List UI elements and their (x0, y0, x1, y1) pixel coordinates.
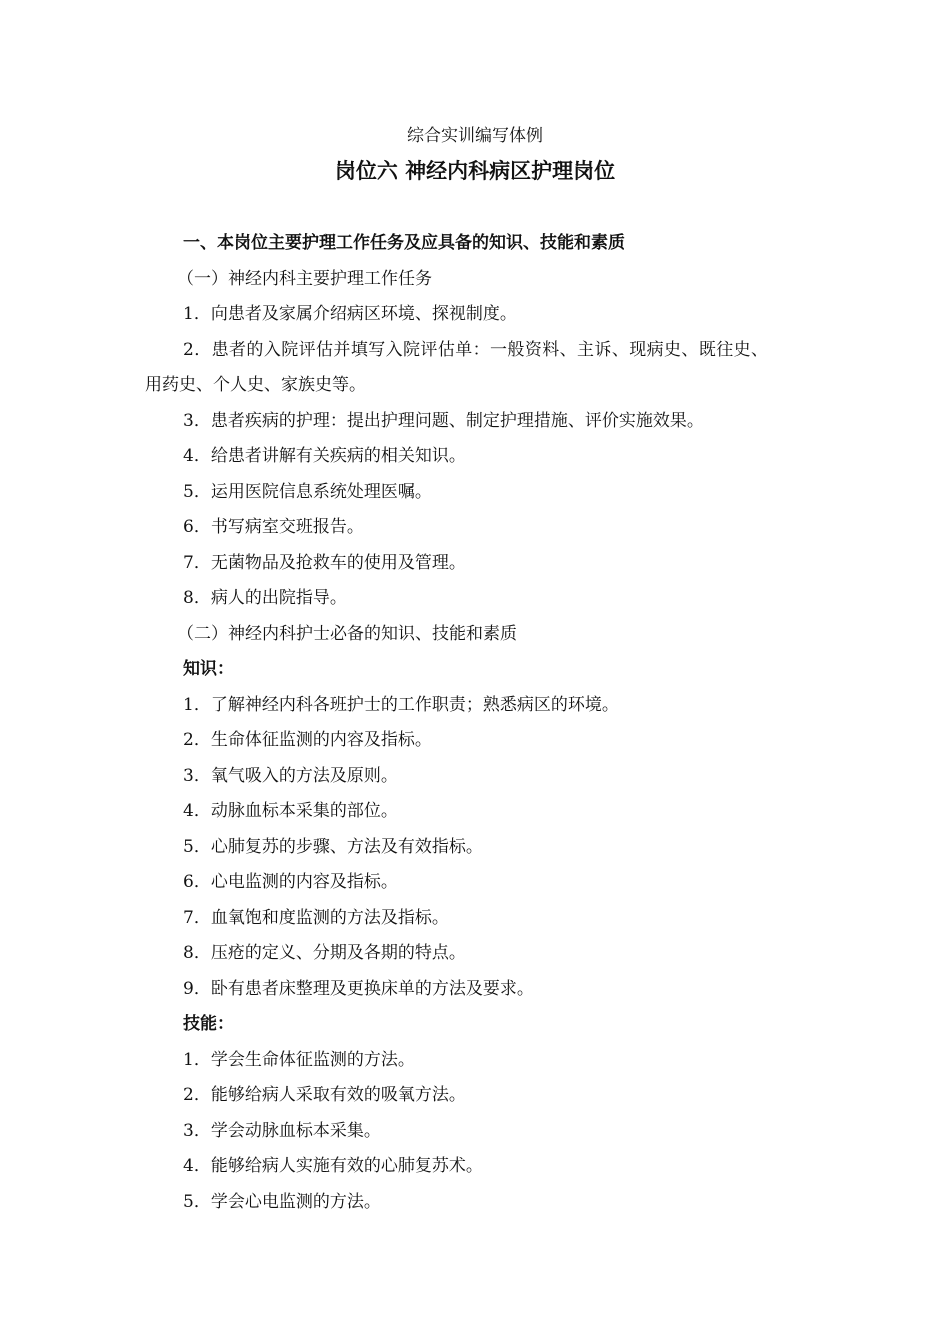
skill-item: 4．能够给病人实施有效的心肺复苏术。 (183, 1156, 483, 1176)
knowledge-item: 3．氧气吸入的方法及原则。 (183, 765, 398, 786)
section-heading: 一、本岗位主要护理工作任务及应具备的知识、技能和素质 (183, 233, 625, 253)
knowledge-item: 2．生命体征监测的内容及指标。 (183, 730, 432, 750)
knowledge-label: 知识： (183, 659, 234, 679)
task-item: 2．患者的入院评估并填写入院评估单：一般资料、主诉、现病史、既往史、 (183, 339, 769, 360)
knowledge-item: 6．心电监测的内容及指标。 (183, 872, 398, 892)
knowledge-item: 8．压疮的定义、分期及各期的特点。 (183, 943, 466, 963)
task-item: 1．向患者及家属介绍病区环境、探视制度。 (183, 304, 517, 324)
knowledge-item: 4．动脉血标本采集的部位。 (183, 801, 398, 821)
task-item: 8．病人的出院指导。 (183, 588, 347, 608)
knowledge-item: 9．卧有患者床整理及更换床单的方法及要求。 (183, 978, 534, 999)
task-item: 5．运用医院信息系统处理医嘱。 (183, 481, 432, 502)
document-subtitle: 综合实训编写体例 (407, 126, 543, 146)
task-item: 3．患者疾病的护理：提出护理问题、制定护理措施、评价实施效果。 (183, 410, 704, 431)
knowledge-item: 5．心肺复苏的步骤、方法及有效指标。 (183, 836, 483, 857)
knowledge-item: 1．了解神经内科各班护士的工作职责；熟悉病区的环境。 (183, 694, 619, 715)
subsection-heading-competencies: （二）神经内科护士必备的知识、技能和素质 (177, 623, 517, 644)
task-item: 4．给患者讲解有关疾病的相关知识。 (183, 446, 466, 466)
skill-item: 1．学会生命体征监测的方法。 (183, 1049, 415, 1070)
knowledge-item: 7．血氧饱和度监测的方法及指标。 (183, 907, 449, 928)
document-title: 岗位六 神经内科病区护理岗位 (334, 159, 616, 183)
skills-label: 技能： (183, 1014, 234, 1034)
task-item: 6．书写病室交班报告。 (183, 517, 364, 537)
skill-item: 5．学会心电监测的方法。 (183, 1191, 381, 1212)
task-item: 7．无菌物品及抢救车的使用及管理。 (183, 552, 466, 573)
subsection-heading-tasks: （一）神经内科主要护理工作任务 (177, 268, 432, 289)
document-body (145, 226, 825, 1220)
skill-item: 2．能够给病人采取有效的吸氧方法。 (183, 1085, 466, 1105)
skill-item: 3．学会动脉血标本采集。 (183, 1120, 381, 1141)
task-item-continuation: 用药史、个人史、家族史等。 (145, 375, 366, 395)
